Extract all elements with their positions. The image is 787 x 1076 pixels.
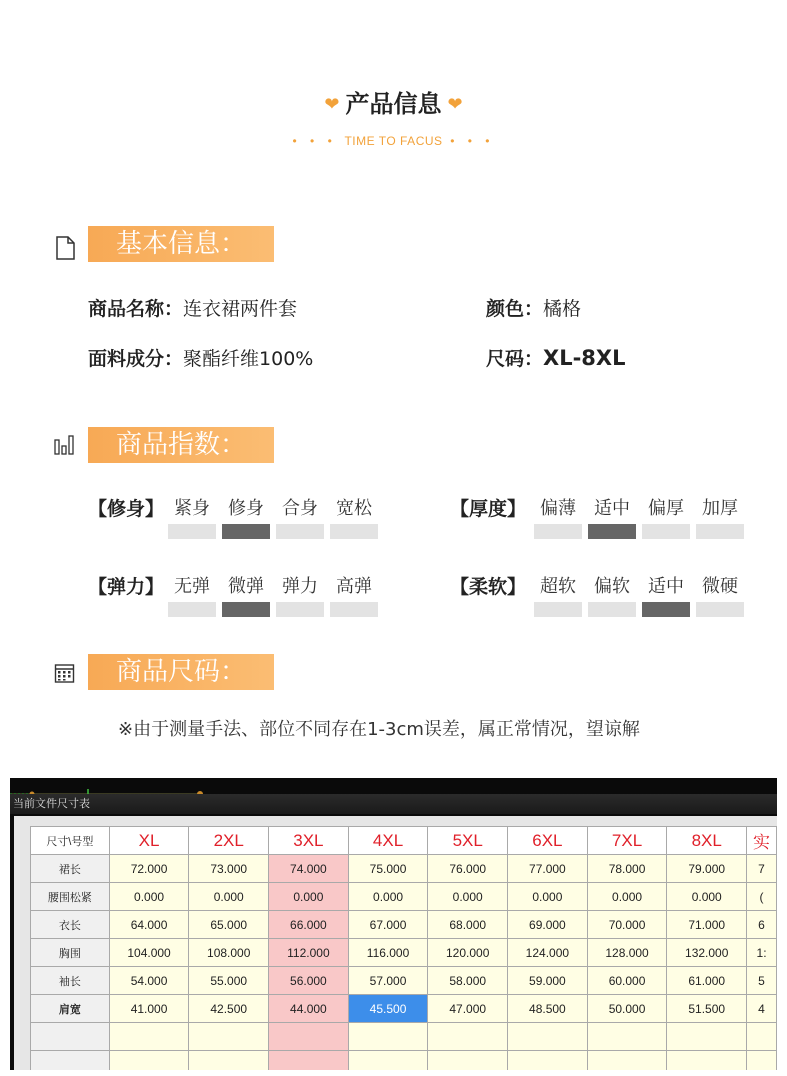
table-cell[interactable]: 58.000 bbox=[428, 967, 508, 995]
table-cell[interactable]: 104.000 bbox=[109, 939, 189, 967]
table-cell[interactable]: 47.000 bbox=[428, 995, 508, 1023]
table-cell-empty[interactable] bbox=[587, 1023, 667, 1051]
subtitle-text: TIME TO FACUS bbox=[344, 134, 443, 148]
size-column-header[interactable]: 4XL bbox=[348, 827, 428, 855]
row-header-cell[interactable]: 胸围 bbox=[31, 939, 110, 967]
table-cell[interactable]: 59.000 bbox=[508, 967, 588, 995]
document-icon bbox=[54, 236, 76, 258]
index-bar bbox=[534, 602, 582, 617]
table-cell[interactable]: 65.000 bbox=[189, 911, 269, 939]
table-row bbox=[31, 855, 777, 883]
size-badge: 商品尺码： bbox=[88, 654, 274, 690]
table-cell-empty[interactable] bbox=[508, 1023, 588, 1051]
index-option-label: 适中 bbox=[594, 498, 630, 519]
index-option-label: 偏厚 bbox=[648, 498, 684, 519]
table-cell[interactable]: 67.000 bbox=[348, 911, 428, 939]
table-cell[interactable]: 56.000 bbox=[269, 967, 349, 995]
index-bar bbox=[696, 602, 744, 617]
table-row-empty bbox=[31, 1023, 777, 1051]
table-cell[interactable]: 64.000 bbox=[109, 911, 189, 939]
size-column-header[interactable]: 实 bbox=[747, 827, 777, 855]
row-header-cell[interactable]: 肩宽 bbox=[31, 995, 110, 1023]
index-option-label: 无弹 bbox=[174, 576, 210, 597]
index-option-label: 紧身 bbox=[174, 498, 210, 519]
table-cell[interactable]: 0.000 bbox=[508, 883, 588, 911]
table-row bbox=[31, 967, 777, 995]
table-cell[interactable]: 50.000 bbox=[587, 995, 667, 1023]
table-cell[interactable]: 51.500 bbox=[667, 995, 747, 1023]
table-cell[interactable]: 78.000 bbox=[587, 855, 667, 883]
index-bar-selected bbox=[222, 602, 270, 617]
index-group-label: 【弹力】 bbox=[88, 576, 165, 598]
size-range-value: XL-8XL bbox=[543, 346, 626, 370]
table-cell[interactable]: 0.000 bbox=[189, 883, 269, 911]
measurement-note: ※由于测量手法、部位不同存在1-3cm误差，属正常情况，望谅解 bbox=[118, 719, 640, 740]
index-bar-selected bbox=[642, 602, 690, 617]
table-cell[interactable]: 0.000 bbox=[587, 883, 667, 911]
table-cell[interactable]: 72.000 bbox=[109, 855, 189, 883]
title-text: 产品信息 bbox=[345, 90, 442, 118]
index-option-label: 加厚 bbox=[702, 498, 738, 519]
index-bar-selected bbox=[222, 524, 270, 539]
table-cell[interactable]: 76.000 bbox=[428, 855, 508, 883]
table-cell[interactable]: 124.000 bbox=[508, 939, 588, 967]
dots-right: • • • bbox=[450, 134, 495, 148]
table-row bbox=[31, 939, 777, 967]
table-cell-empty[interactable] bbox=[348, 1023, 428, 1051]
size-column-header[interactable]: 6XL bbox=[508, 827, 588, 855]
size-column-header[interactable]: 2XL bbox=[189, 827, 269, 855]
table-cell-empty[interactable] bbox=[508, 1051, 588, 1071]
table-cell-empty[interactable] bbox=[667, 1023, 747, 1051]
page-title bbox=[0, 84, 787, 119]
index-bar bbox=[330, 602, 378, 617]
table-cell-empty[interactable] bbox=[109, 1023, 189, 1051]
table-cell-empty[interactable] bbox=[269, 1023, 349, 1051]
size-column-header[interactable]: 7XL bbox=[587, 827, 667, 855]
table-cell[interactable]: 69.000 bbox=[508, 911, 588, 939]
table-cell[interactable]: 79.000 bbox=[667, 855, 747, 883]
index-option-label: 修身 bbox=[228, 498, 264, 519]
index-bar bbox=[534, 524, 582, 539]
heart-icon: ❤ bbox=[447, 94, 463, 115]
size-table-window bbox=[10, 778, 777, 1070]
table-cell[interactable]: 60.000 bbox=[587, 967, 667, 995]
table-row bbox=[31, 911, 777, 939]
table-cell-empty[interactable] bbox=[189, 1023, 269, 1051]
index-bar bbox=[276, 524, 324, 539]
index-group-label: 【修身】 bbox=[88, 498, 165, 520]
table-cell-empty[interactable] bbox=[109, 1051, 189, 1071]
table-cell[interactable]: 70.000 bbox=[587, 911, 667, 939]
index-option-label: 偏薄 bbox=[540, 498, 576, 519]
table-cell[interactable]: 54.000 bbox=[109, 967, 189, 995]
table-header-row bbox=[31, 827, 777, 855]
index-bar bbox=[588, 602, 636, 617]
color-value: 橘格 bbox=[543, 298, 582, 320]
table-cell[interactable]: 1: bbox=[747, 939, 777, 967]
size-column-header[interactable]: 3XL bbox=[269, 827, 349, 855]
table-cell[interactable]: 0.000 bbox=[428, 883, 508, 911]
table-cell[interactable]: 6 bbox=[747, 911, 777, 939]
table-cell[interactable]: 55.000 bbox=[189, 967, 269, 995]
table-cell[interactable]: ( bbox=[747, 883, 777, 911]
table-cell[interactable]: 57.000 bbox=[348, 967, 428, 995]
table-cell[interactable]: 42.500 bbox=[189, 995, 269, 1023]
table-cell[interactable]: 75.000 bbox=[348, 855, 428, 883]
table-cell[interactable]: 108.000 bbox=[189, 939, 269, 967]
table-cell[interactable]: 66.000 bbox=[269, 911, 349, 939]
table-cell[interactable]: 68.000 bbox=[428, 911, 508, 939]
table-cell[interactable]: 116.000 bbox=[348, 939, 428, 967]
table-cell-empty[interactable] bbox=[747, 1023, 777, 1051]
table-cell-empty[interactable] bbox=[189, 1051, 269, 1071]
table-cell[interactable]: 61.000 bbox=[667, 967, 747, 995]
table-cell[interactable]: 0.000 bbox=[667, 883, 747, 911]
table-cell[interactable]: 112.000 bbox=[269, 939, 349, 967]
table-cell[interactable]: 73.000 bbox=[189, 855, 269, 883]
fabric-row bbox=[88, 344, 313, 371]
index-bar bbox=[330, 524, 378, 539]
heart-icon: ❤ bbox=[324, 94, 340, 115]
color-row bbox=[486, 294, 581, 321]
table-row bbox=[31, 995, 777, 1023]
index-option-label: 微硬 bbox=[702, 576, 738, 597]
table-cell-empty[interactable] bbox=[587, 1051, 667, 1071]
table-area bbox=[14, 816, 777, 1070]
table-cell-empty[interactable] bbox=[428, 1023, 508, 1051]
bar-chart-icon bbox=[54, 434, 76, 456]
index-bar bbox=[276, 602, 324, 617]
table-cell-empty[interactable] bbox=[31, 1023, 110, 1051]
index-option-label: 偏软 bbox=[594, 576, 630, 597]
table-cell[interactable]: 41.000 bbox=[109, 995, 189, 1023]
row-header-cell[interactable]: 腰围松紧 bbox=[31, 883, 110, 911]
table-cell[interactable]: 0.000 bbox=[348, 883, 428, 911]
index-option-label: 合身 bbox=[282, 498, 318, 519]
table-cell-empty[interactable] bbox=[348, 1051, 428, 1071]
color-label: 颜色： bbox=[486, 298, 544, 320]
table-cell[interactable]: 5 bbox=[747, 967, 777, 995]
product-name-value: 连衣裙两件套 bbox=[183, 298, 298, 320]
index-bar-selected bbox=[588, 524, 636, 539]
dots-left: • • • bbox=[292, 134, 337, 148]
basic-info-badge: 基本信息： bbox=[88, 226, 274, 262]
row-header-cell[interactable]: 袖长 bbox=[31, 967, 110, 995]
index-badge: 商品指数： bbox=[88, 427, 274, 463]
size-column-header[interactable]: 8XL bbox=[667, 827, 747, 855]
table-cell[interactable]: 0.000 bbox=[269, 883, 349, 911]
table-cell-empty[interactable] bbox=[428, 1051, 508, 1071]
table-cell[interactable]: 0.000 bbox=[109, 883, 189, 911]
window-title: 当前文件尺寸表 bbox=[10, 794, 777, 814]
table-cell-empty[interactable] bbox=[747, 1051, 777, 1071]
table-corner-cell: 尺寸\号型 bbox=[31, 827, 110, 855]
index-option-label: 微弹 bbox=[228, 576, 264, 597]
index-option-label: 超软 bbox=[540, 576, 576, 597]
fabric-value: 聚酯纤维100% bbox=[183, 348, 314, 370]
table-cell[interactable]: 128.000 bbox=[587, 939, 667, 967]
index-option-label: 高弹 bbox=[336, 576, 372, 597]
table-cell[interactable]: 77.000 bbox=[508, 855, 588, 883]
table-cell[interactable]: 44.000 bbox=[269, 995, 349, 1023]
size-range-label: 尺码： bbox=[486, 348, 544, 370]
table-cell-selected[interactable]: 45.500 bbox=[348, 995, 428, 1023]
table-cell[interactable]: 7 bbox=[747, 855, 777, 883]
table-cell[interactable]: 132.000 bbox=[667, 939, 747, 967]
table-cell[interactable]: 120.000 bbox=[428, 939, 508, 967]
index-bar bbox=[642, 524, 690, 539]
table-cell-empty[interactable] bbox=[667, 1051, 747, 1071]
table-cell-empty[interactable] bbox=[31, 1051, 110, 1071]
index-option-label: 弹力 bbox=[282, 576, 318, 597]
window-timeline bbox=[10, 784, 777, 794]
table-cell[interactable]: 48.500 bbox=[508, 995, 588, 1023]
index-bar bbox=[696, 524, 744, 539]
row-header-cell[interactable]: 裙长 bbox=[31, 855, 110, 883]
index-group-label: 【柔软】 bbox=[450, 576, 527, 598]
index-bar bbox=[168, 524, 216, 539]
table-row bbox=[31, 883, 777, 911]
index-bar bbox=[168, 602, 216, 617]
size-table bbox=[30, 826, 777, 1070]
row-header-cell[interactable]: 衣长 bbox=[31, 911, 110, 939]
index-option-label: 适中 bbox=[648, 576, 684, 597]
size-column-header[interactable]: 5XL bbox=[428, 827, 508, 855]
table-cell-empty[interactable] bbox=[269, 1051, 349, 1071]
product-name-label: 商品名称： bbox=[88, 298, 184, 320]
index-group-label: 【厚度】 bbox=[450, 498, 527, 520]
subtitle bbox=[0, 134, 787, 148]
table-cell[interactable]: 74.000 bbox=[269, 855, 349, 883]
table-cell[interactable]: 4 bbox=[747, 995, 777, 1023]
product-name-row bbox=[88, 294, 297, 321]
size-range-row bbox=[486, 344, 626, 371]
index-option-label: 宽松 bbox=[336, 498, 372, 519]
size-column-header[interactable]: XL bbox=[109, 827, 189, 855]
table-cell[interactable]: 71.000 bbox=[667, 911, 747, 939]
table-row-empty bbox=[31, 1051, 777, 1071]
fabric-label: 面料成分： bbox=[88, 348, 184, 370]
calendar-grid-icon bbox=[54, 662, 76, 684]
